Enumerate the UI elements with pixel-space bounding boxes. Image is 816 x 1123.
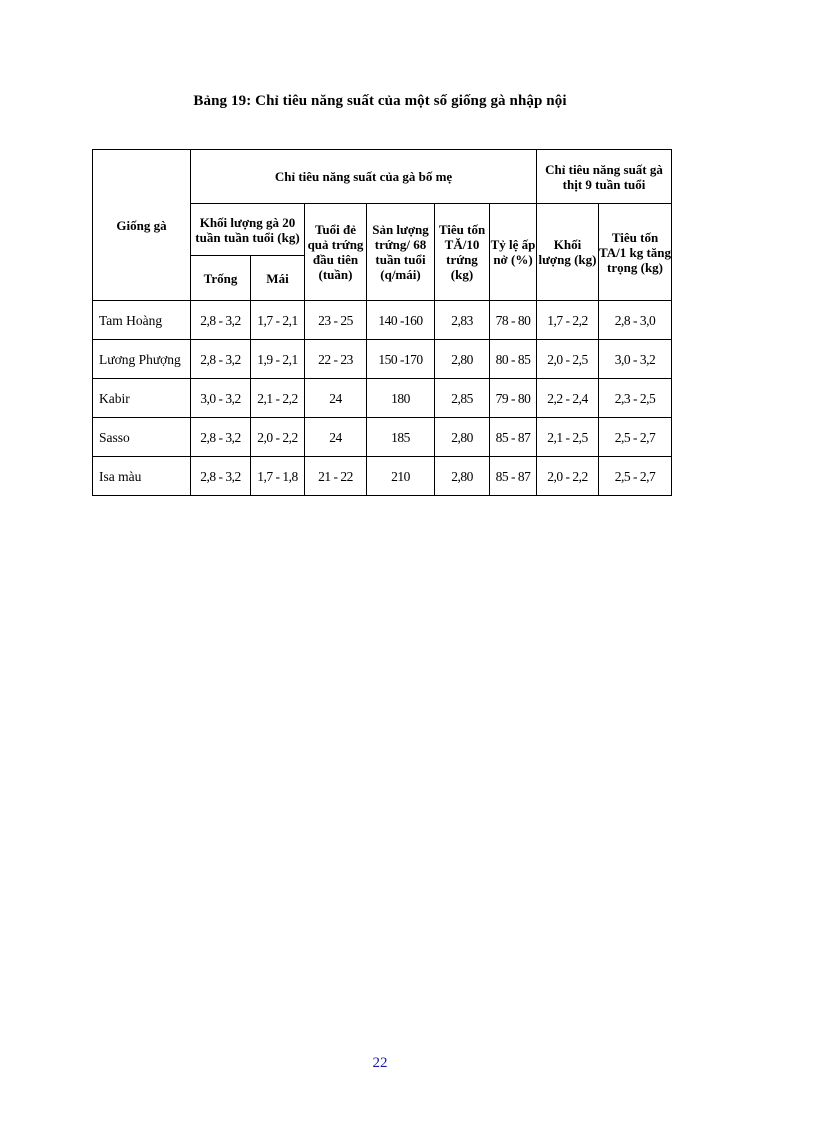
header-meat-group: Chỉ tiêu năng suất gà thịt 9 tuần tuổi	[537, 150, 672, 204]
header-female: Mái	[251, 256, 305, 301]
cell-breed: Kabir	[93, 379, 191, 418]
cell-breed: Sasso	[93, 418, 191, 457]
header-feed-per-kg-gain: Tiêu tốn TA/1 kg tăng trọng (kg)	[599, 204, 672, 301]
cell-breed: Lương Phượng	[93, 340, 191, 379]
cell-hatch: 80 - 85	[490, 340, 537, 379]
cell-egg-yield: 150 -170	[367, 340, 435, 379]
header-egg-yield: Sản lượng trứng/ 68 tuần tuổi (q/mái)	[367, 204, 435, 301]
header-male: Trống	[191, 256, 251, 301]
cell-female: 2,0 - 2,2	[251, 418, 305, 457]
header-first-egg-age: Tuổi đẻ quả trứng đầu tiên (tuần)	[305, 204, 367, 301]
cell-male: 3,0 - 3,2	[191, 379, 251, 418]
breed-performance-table	[92, 149, 672, 496]
cell-male: 2,8 - 3,2	[191, 418, 251, 457]
cell-hatch: 79 - 80	[490, 379, 537, 418]
cell-first-egg: 21 - 22	[305, 457, 367, 496]
cell-breed: Tam Hoàng	[93, 301, 191, 340]
cell-feed10: 2,80	[435, 418, 490, 457]
cell-first-egg: 24	[305, 379, 367, 418]
cell-egg-yield: 210	[367, 457, 435, 496]
table-row	[93, 379, 672, 418]
cell-male: 2,8 - 3,2	[191, 340, 251, 379]
cell-first-egg: 23 - 25	[305, 301, 367, 340]
cell-feed-gain: 3,0 - 3,2	[599, 340, 672, 379]
cell-feed10: 2,80	[435, 457, 490, 496]
cell-first-egg: 24	[305, 418, 367, 457]
cell-egg-yield: 185	[367, 418, 435, 457]
table-caption: Bảng 19: Chỉ tiêu năng suất của một số giống gà nhập nội	[193, 93, 567, 109]
header-hatch-rate: Tỷ lệ ấp nở (%)	[490, 204, 537, 301]
table-row	[93, 340, 672, 379]
cell-feed-gain: 2,3 - 2,5	[599, 379, 672, 418]
header-breed: Giống gà	[93, 150, 191, 301]
cell-first-egg: 22 - 23	[305, 340, 367, 379]
cell-feed10: 2,83	[435, 301, 490, 340]
cell-feed10: 2,85	[435, 379, 490, 418]
cell-feed-gain: 2,5 - 2,7	[599, 418, 672, 457]
header-meat-weight: Khối lượng (kg)	[537, 204, 599, 301]
table-row	[93, 418, 672, 457]
cell-feed-gain: 2,8 - 3,0	[599, 301, 672, 340]
cell-female: 1,9 - 2,1	[251, 340, 305, 379]
cell-female: 2,1 - 2,2	[251, 379, 305, 418]
page-number: 22	[372, 1055, 388, 1071]
cell-meat-weight: 2,1 - 2,5	[537, 418, 599, 457]
table-row	[93, 301, 672, 340]
cell-meat-weight: 2,0 - 2,5	[537, 340, 599, 379]
cell-hatch: 85 - 87	[490, 418, 537, 457]
cell-meat-weight: 1,7 - 2,2	[537, 301, 599, 340]
cell-egg-yield: 180	[367, 379, 435, 418]
cell-feed10: 2,80	[435, 340, 490, 379]
cell-female: 1,7 - 2,1	[251, 301, 305, 340]
cell-meat-weight: 2,0 - 2,2	[537, 457, 599, 496]
cell-hatch: 85 - 87	[490, 457, 537, 496]
cell-egg-yield: 140 -160	[367, 301, 435, 340]
header-weight-20-weeks: Khối lượng gà 20 tuần tuần tuổi (kg)	[191, 204, 305, 256]
cell-meat-weight: 2,2 - 2,4	[537, 379, 599, 418]
cell-female: 1,7 - 1,8	[251, 457, 305, 496]
table-row	[93, 457, 672, 496]
header-parent-group: Chỉ tiêu năng suất của gà bố mẹ	[191, 150, 537, 204]
cell-male: 2,8 - 3,2	[191, 301, 251, 340]
cell-male: 2,8 - 3,2	[191, 457, 251, 496]
cell-feed-gain: 2,5 - 2,7	[599, 457, 672, 496]
cell-breed: Isa màu	[93, 457, 191, 496]
header-feed-per-10-eggs: Tiêu tốn TĂ/10 trứng (kg)	[435, 204, 490, 301]
cell-hatch: 78 - 80	[490, 301, 537, 340]
